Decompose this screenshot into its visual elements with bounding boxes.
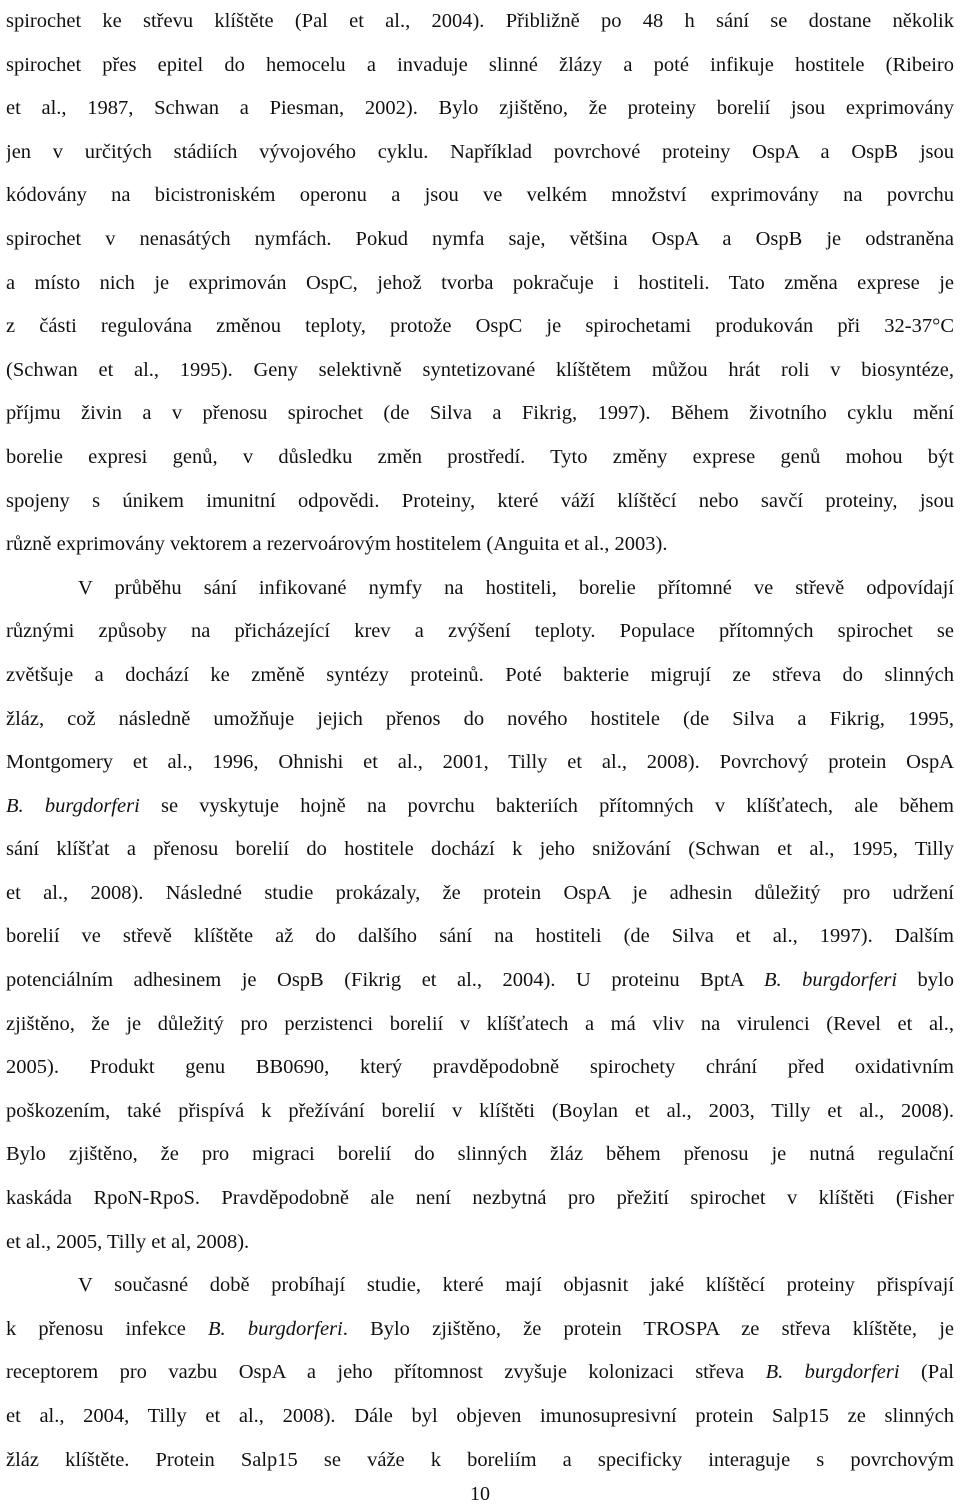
text-line: z části regulována změnou teploty, protože OspC je spirochetami produkován při 32-37°C xyxy=(6,315,954,338)
text-line: et al., 2005, Tilly et al, 2008). xyxy=(6,1230,250,1253)
text-line: et al., 1987, Schwan a Piesman, 2002). Bylo zjištěno, že proteiny borelií jsou exprimovány xyxy=(6,97,954,120)
text-line: V současné době probíhají studie, které mají objasnit jaké klíštěcí proteiny přispívají xyxy=(78,1274,954,1297)
text-line: receptorem pro vazbu OspA a jeho přítomnost zvyšuje kolonizaci střeva B. burgdorferi (Pal xyxy=(6,1361,954,1384)
document-page xyxy=(6,0,954,1482)
text-line: 2005). Produkt genu BB0690, který pravděpodobně spirochety chrání před oxidativním xyxy=(6,1056,954,1079)
text-line: kaskáda RpoN-RpoS. Pravděpodobně ale není nezbytná pro přežití spirochet v klíštěti (Fisher xyxy=(6,1187,954,1210)
text-line: borelií ve střevě klíštěte až do dalšího sání na hostiteli (de Silva et al., 1997). Dalším xyxy=(6,925,954,948)
text-line: a místo nich je exprimován OspC, jehož tvorba pokračuje i hostiteli. Tato změna exprese je xyxy=(6,271,954,294)
text-line: poškozením, také přispívá k přežívání borelií v klíštěti (Boylan et al., 2003, Tilly et al., 2008). xyxy=(6,1099,954,1122)
text-line: et al., 2008). Následné studie prokázaly, že protein OspA je adhesin důležitý pro udržení xyxy=(6,881,954,904)
text-line: různě exprimovány vektorem a rezervoárovým hostitelem (Anguita et al., 2003). xyxy=(6,533,668,556)
paragraph-3 xyxy=(6,1264,954,1482)
text-line: spojeny s únikem imunitní odpovědi. Proteiny, které váží klíštěcí nebo savčí proteiny, jsou xyxy=(6,489,954,512)
text-line: kódovány na bicistroniském operonu a jsou ve velkém množství exprimovány na povrchu xyxy=(6,184,954,207)
text-line: sání klíšťat a přenosu borelií do hostitele dochází k jeho snižování (Schwan et al., 1995, Tilly xyxy=(6,838,954,861)
text-line: Montgomery et al., 1996, Ohnishi et al., 2001, Tilly et al., 2008). Povrchový protein OspA xyxy=(6,751,954,774)
text-line: V průběhu sání infikované nymfy na hostiteli, borelie přítomné ve střevě odpovídají xyxy=(78,576,954,599)
text-line: příjmu živin a v přenosu spirochet (de Silva a Fikrig, 1997). Během životního cyklu mění xyxy=(6,402,954,425)
text-line: B. burgdorferi se vyskytuje hojně na povrchu bakteriích přítomných v klíšťatech, ale během xyxy=(6,794,954,817)
text-line: zjištěno, že je důležitý pro perzistenci borelií v klíšťatech a má vliv na virulenci (Revel et al., xyxy=(6,1012,954,1035)
text-line: spirochet přes epitel do hemocelu a invaduje slinné žlázy a poté infikuje hostitele (Ribeiro xyxy=(6,53,954,76)
text-line: žláz, což následně umožňuje jejich přenos do nového hostitele (de Silva a Fikrig, 1995, xyxy=(6,707,954,730)
text-line: zvětšuje a dochází ke změně syntézy proteinů. Poté bakterie migrují ze střeva do slinných xyxy=(6,663,954,686)
text-line: jen v určitých stádiích vývojového cyklu. Například povrchové proteiny OspA a OspB jsou xyxy=(6,140,954,163)
text-line: Bylo zjištěno, že pro migraci borelií do slinných žláz během přenosu je nutná regulační xyxy=(6,1143,954,1166)
text-line: spirochet v nenasátých nymfách. Pokud nymfa saje, většina OspA a OspB je odstraněna xyxy=(6,227,954,250)
paragraph-1 xyxy=(6,0,954,567)
text-line: potenciálním adhesinem je OspB (Fikrig et al., 2004). U proteinu BptA B. burgdorferi bylo xyxy=(6,969,954,992)
paragraph-2 xyxy=(6,567,954,1265)
text-line: spirochet ke střevu klíštěte (Pal et al., 2004). Přibližně po 48 h sání se dostane několik xyxy=(6,10,954,32)
text-line: k přenosu infekce B. burgdorferi. Bylo zjištěno, že protein TROSPA ze střeva klíštěte, je xyxy=(6,1317,954,1340)
text-line: žláz klíštěte. Protein Salp15 se váže k boreliím a specificky interaguje s povrchovým xyxy=(6,1448,954,1471)
text-line: (Schwan et al., 1995). Geny selektivně syntetizované klíštětem můžou hrát roli v biosyntéze, xyxy=(6,358,954,381)
page-number: 10 xyxy=(470,1483,490,1505)
text-line: různými způsoby na přicházející krev a zvýšení teploty. Populace přítomných spirochet se xyxy=(6,620,954,643)
text-line: et al., 2004, Tilly et al., 2008). Dále byl objeven imunosupresivní protein Salp15 ze slinných xyxy=(6,1405,954,1427)
text-line: borelie expresi genů, v důsledku změn prostředí. Tyto změny exprese genů mohou být xyxy=(6,445,954,468)
